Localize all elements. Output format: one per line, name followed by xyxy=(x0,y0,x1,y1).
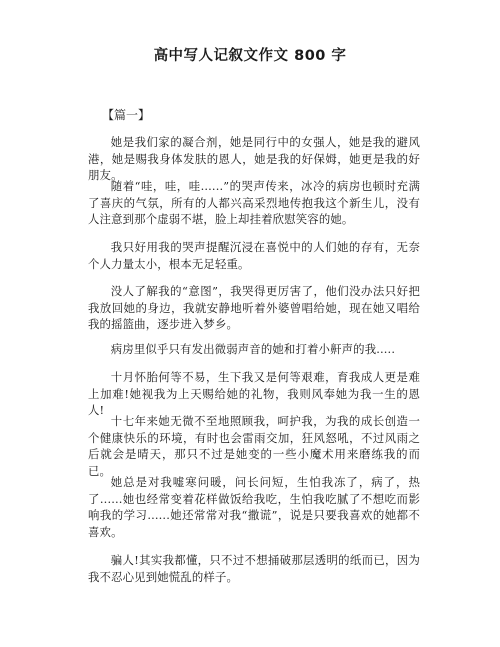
paragraph: 我只好用我的哭声提醒沉浸在喜悦中的人们她的存有，无奈个人力量太小，根本无足轻重。 xyxy=(88,240,420,271)
paragraph: 随着“哇，哇，哇......”的哭声传来，冰冷的病房也顿时充满了喜庆的气氛，所有的人都兴高采烈地传抱我这个新生儿，没有人注意到那个虚弱不堪，脸上却挂着欣慰笑容的她。 xyxy=(88,179,420,226)
paragraph: 没人了解我的“意图”，我哭得更厉害了，他们没办法只好把我放回她的身边，我就安静地听着外婆曾唱给她，现在她又唱给我的摇篮曲，逐步进入梦乡。 xyxy=(88,284,420,331)
paragraph: 她是我们家的凝合剂，她是同行中的女强人，她是我的避风港，她是赐我身体发肤的恩人，她是我的好保姆，她更是我的好朋友。 xyxy=(88,135,420,182)
paragraph: 病房里似乎只有发出微弱声音的她和打着小鼾声的我..... xyxy=(110,342,396,356)
paragraph: 她总是对我嘘寒问暖，问长问短，生怕我冻了，病了，热了......她也经常变着花样做饭给我吃，生怕我吃腻了不想吃而影响我的学习......她还常常对我“撒谎”，说是只要我喜欢的她都不喜欢。 xyxy=(88,475,420,539)
paragraph: 十七年来她无微不至地照顾我，呵护我，为我的成长创造一个健康快乐的环境，有时也会雷雨交加，狂风怒吼，不过风雨之后就会是晴天，那只不过是她变的一些小魔术用来磨练我的而已。 xyxy=(88,414,420,478)
paragraph: 十月怀胎何等不易，生下我又是何等艰难，育我成人更是难上加难!她视我为上天赐给她的礼物，我则风奉她为我一生的恩人! xyxy=(88,370,420,417)
document-title: 高中写人记叙文作文 800 字 xyxy=(153,48,347,64)
paragraph: 骗人!其实我都懂，只不过不想捅破那层透明的纸而已，因为我不忍心见到她慌乱的样子。 xyxy=(88,553,420,584)
section-label: 【篇一】 xyxy=(102,108,151,122)
